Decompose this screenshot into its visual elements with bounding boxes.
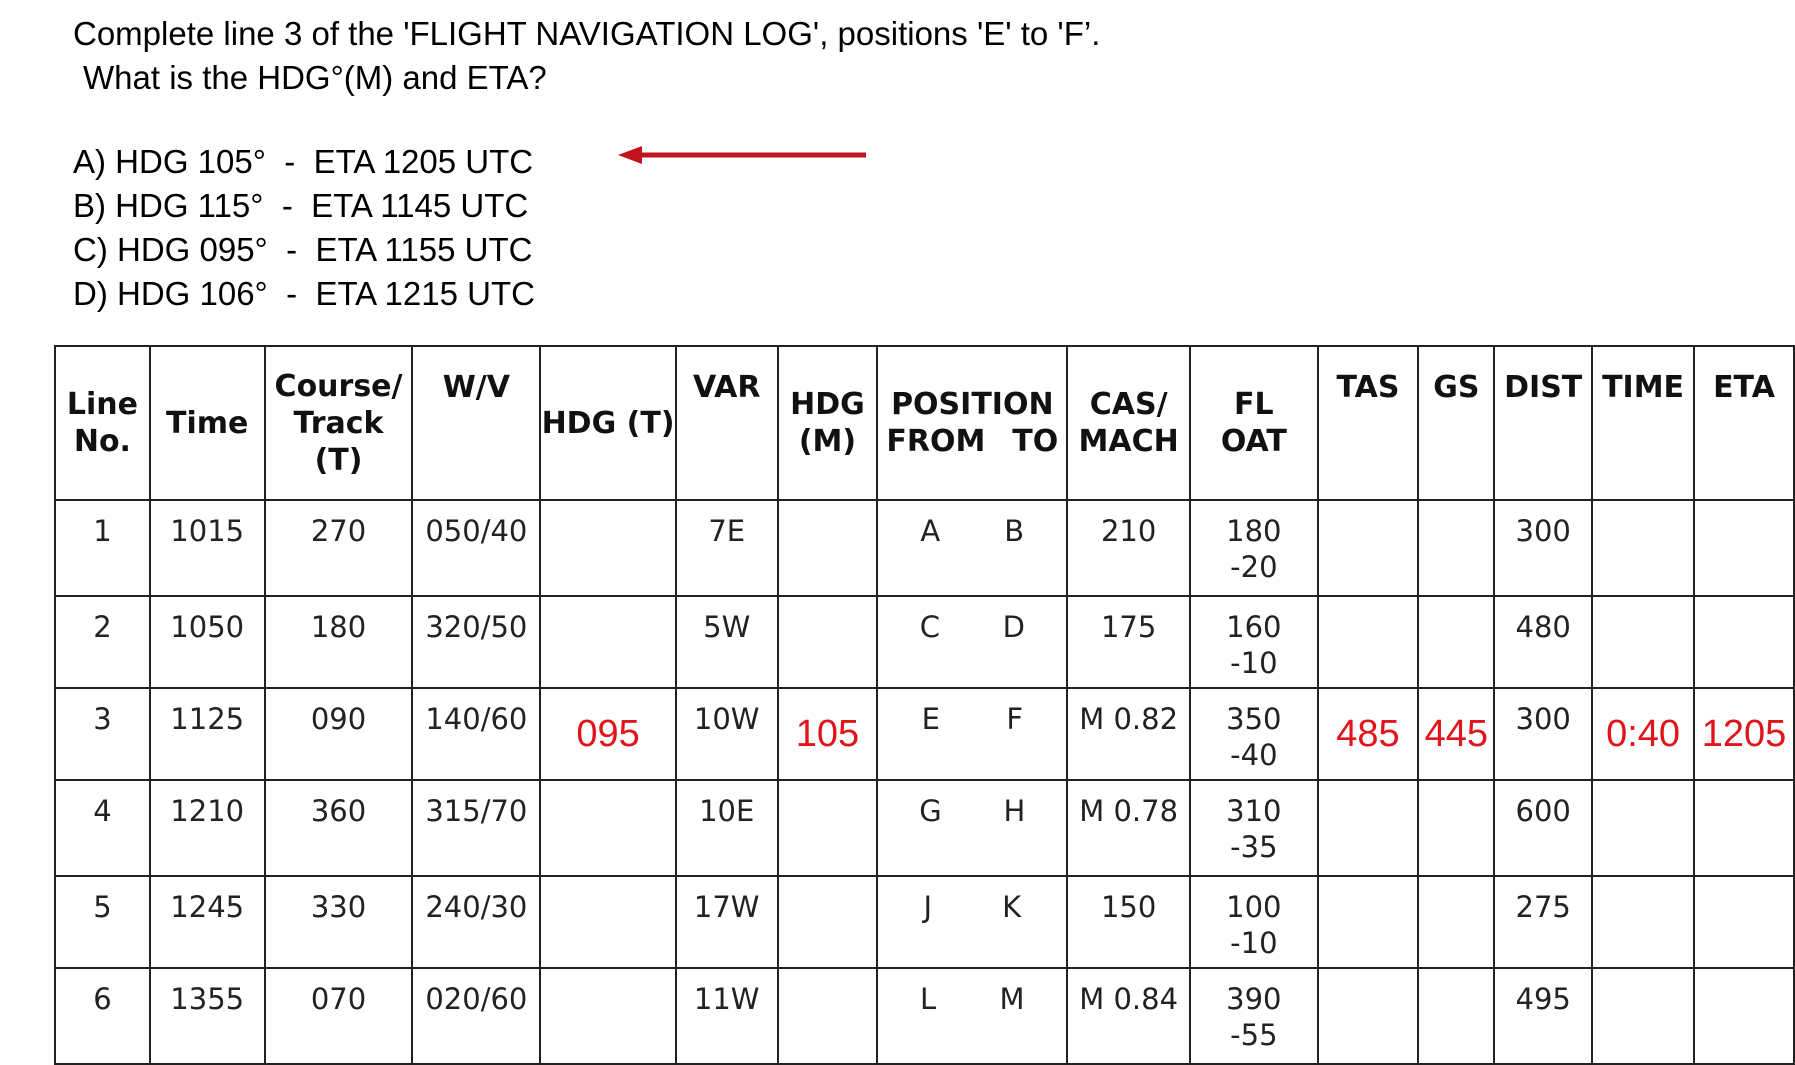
cell-gs: [1418, 596, 1494, 688]
cell-cas: M 0.78: [1067, 780, 1190, 876]
cell-oat: -10: [1230, 646, 1278, 680]
option-letter: B): [73, 187, 106, 224]
option-d[interactable]: [73, 272, 535, 316]
cell-cas: 175: [1067, 596, 1190, 688]
cell-to: M: [999, 982, 1025, 1016]
header-cas-mach: CAS/ MACH: [1067, 346, 1190, 500]
cell-eta: [1694, 596, 1794, 688]
cell-dist: 480: [1494, 596, 1592, 688]
cell-cas: 210: [1067, 500, 1190, 596]
header-dist: DIST: [1494, 346, 1592, 500]
cell-course: 090: [265, 688, 413, 780]
option-letter: C): [73, 231, 108, 268]
cell-hdg-m: [778, 500, 878, 596]
cell-fl-oat: [1190, 688, 1318, 780]
cell-fl-oat: [1190, 500, 1318, 596]
cell-position: [877, 688, 1067, 780]
cell-course: 360: [265, 780, 413, 876]
cell-from: J: [923, 890, 933, 924]
cell-position: [877, 968, 1067, 1064]
cell-cas: M 0.82: [1067, 688, 1190, 780]
cell-eta: [1694, 876, 1794, 968]
cell-fl: 310: [1226, 794, 1282, 828]
option-b[interactable]: [73, 184, 535, 228]
cell-fl-oat: [1190, 876, 1318, 968]
cell-gs: [1418, 500, 1494, 596]
cell-gs: [1418, 968, 1494, 1064]
cell-var: 11W: [676, 968, 778, 1064]
cell-time: 1210: [150, 780, 265, 876]
cell-tas: [1318, 968, 1419, 1064]
table-row-answer: [55, 688, 1794, 780]
option-eta: ETA 1205 UTC: [313, 143, 534, 180]
header-position: POSITION FROM TO: [877, 346, 1067, 500]
cell-time-2: [1592, 500, 1694, 596]
cell-var: 5W: [676, 596, 778, 688]
cell-to: H: [1003, 794, 1026, 828]
cell-wv: 315/70: [412, 780, 540, 876]
cell-wv: 020/60: [412, 968, 540, 1064]
header-hdg-t: HDG (T): [540, 346, 676, 500]
cell-tas: [1318, 596, 1419, 688]
cell-wv: 050/40: [412, 500, 540, 596]
cell-position: [877, 500, 1067, 596]
answer-options: [73, 140, 535, 316]
cell-time-2: [1592, 968, 1694, 1064]
cell-time: 1245: [150, 876, 265, 968]
cell-var: 7E: [676, 500, 778, 596]
cell-time: 1125: [150, 688, 265, 780]
header-time: Time: [150, 346, 265, 500]
header-eta: ETA: [1694, 346, 1794, 500]
header-wv: W/V: [412, 346, 540, 500]
cell-gs-answer: 445: [1418, 688, 1494, 780]
cell-hdg-m: [778, 596, 878, 688]
cell-position: [877, 596, 1067, 688]
option-hdg: HDG 115°: [115, 187, 264, 224]
cell-tas: [1318, 876, 1419, 968]
header-fl-oat: FL OAT: [1190, 346, 1318, 500]
cell-from: A: [920, 514, 941, 548]
cell-to: K: [1002, 890, 1022, 924]
cell-position: [877, 876, 1067, 968]
cell-line: 5: [55, 876, 150, 968]
header-time-2: TIME: [1592, 346, 1694, 500]
cell-eta: [1694, 780, 1794, 876]
cell-var: 10E: [676, 780, 778, 876]
cell-fl: 160: [1226, 610, 1282, 644]
cell-line: 6: [55, 968, 150, 1064]
cell-fl-oat: [1190, 780, 1318, 876]
cell-to: D: [1002, 610, 1025, 644]
cell-var: 10W: [676, 688, 778, 780]
table-row: [55, 968, 1794, 1064]
header-hdg-m: HDG (M): [778, 346, 878, 500]
cell-line: 2: [55, 596, 150, 688]
cell-wv: 320/50: [412, 596, 540, 688]
cell-eta-answer: 1205: [1694, 688, 1794, 780]
cell-tas: [1318, 500, 1419, 596]
cell-time-2: [1592, 596, 1694, 688]
cell-course: 180: [265, 596, 413, 688]
option-separator: -: [284, 143, 296, 180]
option-a[interactable]: [73, 140, 535, 184]
cell-to: B: [1004, 514, 1025, 548]
cell-dist: 495: [1494, 968, 1592, 1064]
table-row: [55, 780, 1794, 876]
cell-oat: -35: [1230, 830, 1278, 864]
answer-arrow-icon: [618, 143, 868, 167]
cell-oat: -10: [1230, 926, 1278, 960]
header-tas: TAS: [1318, 346, 1419, 500]
option-hdg: HDG 095°: [117, 231, 268, 268]
option-hdg: HDG 105°: [115, 143, 266, 180]
cell-time: 1355: [150, 968, 265, 1064]
option-letter: A): [73, 143, 106, 180]
cell-hdg-m: [778, 876, 878, 968]
cell-hdg-m: [778, 968, 878, 1064]
cell-eta: [1694, 968, 1794, 1064]
cell-hdg-t: [540, 500, 676, 596]
cell-from: G: [919, 794, 942, 828]
cell-fl: 180: [1226, 514, 1282, 548]
cell-from: L: [920, 982, 937, 1016]
cell-line: 1: [55, 500, 150, 596]
cell-course: 330: [265, 876, 413, 968]
table-row: [55, 500, 1794, 596]
cell-from: C: [919, 610, 940, 644]
cell-time-2: [1592, 780, 1694, 876]
option-eta: ETA 1215 UTC: [315, 275, 535, 312]
cell-hdg-t-answer: 095: [540, 688, 676, 780]
option-hdg: HDG 106°: [117, 275, 268, 312]
cell-hdg-m: [778, 780, 878, 876]
cell-fl-oat: [1190, 968, 1318, 1064]
header-course-track: Course/ Track (T): [265, 346, 413, 500]
cell-wv: 240/30: [412, 876, 540, 968]
option-separator: -: [286, 231, 298, 268]
option-separator: -: [281, 187, 293, 224]
cell-hdg-t: [540, 780, 676, 876]
cell-from: E: [921, 702, 940, 736]
cell-cas: 150: [1067, 876, 1190, 968]
question-text: [73, 12, 1100, 100]
cell-tas-answer: 485: [1318, 688, 1419, 780]
cell-fl: 390: [1226, 982, 1282, 1016]
cell-wv: 140/60: [412, 688, 540, 780]
header-var: VAR: [676, 346, 778, 500]
flight-navigation-log-table: [54, 345, 1795, 1065]
option-eta: ETA 1155 UTC: [315, 231, 533, 268]
cell-gs: [1418, 780, 1494, 876]
cell-line: 3: [55, 688, 150, 780]
cell-dist: 275: [1494, 876, 1592, 968]
cell-oat: -20: [1230, 550, 1278, 584]
cell-position: [877, 780, 1067, 876]
header-gs: GS: [1418, 346, 1494, 500]
cell-to: F: [1006, 702, 1023, 736]
cell-time-answer: 0:40: [1592, 688, 1694, 780]
table-row: [55, 876, 1794, 968]
cell-time-2: [1592, 876, 1694, 968]
cell-hdg-t: [540, 876, 676, 968]
question-line-2: What is the HDG°(M) and ETA?: [83, 59, 547, 96]
cell-course: 270: [265, 500, 413, 596]
cell-hdg-m-answer: 105: [778, 688, 878, 780]
cell-fl: 100: [1226, 890, 1282, 924]
cell-gs: [1418, 876, 1494, 968]
option-eta: ETA 1145 UTC: [311, 187, 529, 224]
cell-fl: 350: [1226, 702, 1282, 736]
cell-hdg-t: [540, 596, 676, 688]
header-line-no: Line No.: [55, 346, 150, 500]
question-line-1: Complete line 3 of the 'FLIGHT NAVIGATION LOG', positions 'E' to 'F’.: [73, 15, 1101, 52]
cell-cas: M 0.84: [1067, 968, 1190, 1064]
option-letter: D): [73, 275, 108, 312]
cell-dist: 300: [1494, 688, 1592, 780]
cell-oat: -40: [1230, 738, 1278, 772]
table-row: [55, 596, 1794, 688]
cell-hdg-t: [540, 968, 676, 1064]
cell-oat: -55: [1230, 1018, 1278, 1052]
cell-course: 070: [265, 968, 413, 1064]
cell-var: 17W: [676, 876, 778, 968]
header-row: [55, 346, 1794, 500]
option-c[interactable]: [73, 228, 535, 272]
cell-line: 4: [55, 780, 150, 876]
cell-dist: 600: [1494, 780, 1592, 876]
cell-time: 1050: [150, 596, 265, 688]
cell-tas: [1318, 780, 1419, 876]
cell-dist: 300: [1494, 500, 1592, 596]
cell-time: 1015: [150, 500, 265, 596]
cell-fl-oat: [1190, 596, 1318, 688]
cell-eta: [1694, 500, 1794, 596]
option-separator: -: [286, 275, 298, 312]
